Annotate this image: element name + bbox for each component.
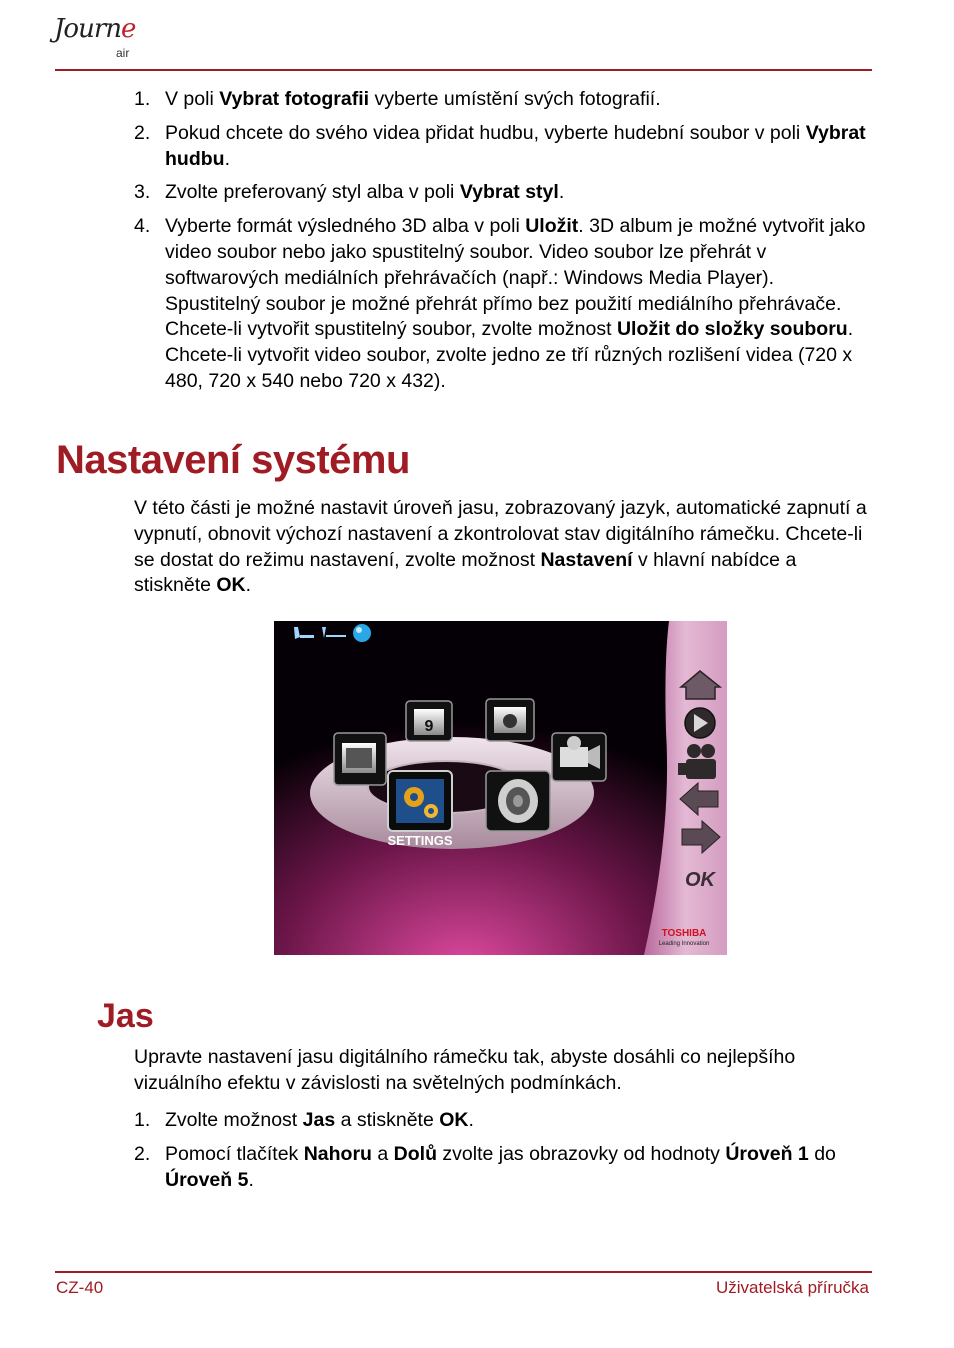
ok-icon: OK <box>685 869 715 891</box>
speaker-icon <box>486 771 550 831</box>
list-item <box>134 121 874 173</box>
header-rule <box>55 69 872 71</box>
bold-term: Úroveň 1 <box>725 1142 809 1165</box>
list-number: 4. <box>134 215 151 238</box>
page-number: CZ-40 <box>56 1278 104 1297</box>
bold-term: Vybrat hudbu <box>165 121 866 170</box>
list-item <box>134 180 874 206</box>
text-run: Upravte nastavení jasu digitálního rámečku tak, abyste dosáhli co nejlepšího vizuálního efektu v závislosti na světelných podmínkách. <box>134 1046 796 1094</box>
section-intro <box>134 496 874 599</box>
text-run: Zvolte preferovaný styl alba v poli <box>165 181 460 204</box>
bold-term: Uložit <box>525 215 579 238</box>
text-run: . <box>468 1109 474 1131</box>
list-number: 3. <box>134 181 151 204</box>
toshiba-tagline: Leading Innovation <box>658 941 710 947</box>
text-run: Pokud chcete do svého videa přidat hudbu, vyberte hudební soubor v poli <box>165 121 806 144</box>
selected-item-label: SETTINGS <box>387 833 453 848</box>
logo-script: Journe <box>54 14 136 44</box>
text-run: . Chcete-li vytvořit video soubor, zvolte jedno ze tří různých rozlišení videa (720 x 480, 720 x 540 nebo 720 x 432). <box>165 318 854 392</box>
music-photo-icon <box>486 699 534 741</box>
text-run: V této části je možné nastavit úroveň jasu, zobrazovaný jazyk, automatické zapnutí a vypnutí, obnovit výchozí nastavení a zkontrolovat stav digitálního rámečku. Chcete-li se dostat do režimu nastavení, zvolte možnost <box>134 497 867 571</box>
text-run: . <box>245 574 252 597</box>
text-run: a stiskněte <box>335 1109 440 1131</box>
photos-icon <box>334 733 386 785</box>
calendar-icon <box>406 701 452 741</box>
text-run: a <box>371 1142 394 1165</box>
bold-term: Dolů <box>393 1142 437 1165</box>
steps-list-jas <box>134 1108 874 1201</box>
list-number: 2. <box>134 1142 151 1165</box>
text-run: do <box>808 1142 836 1165</box>
bold-term: Vybrat fotografii <box>219 88 370 110</box>
text-run: Vyberte formát výsledného 3D alba v poli <box>165 215 526 238</box>
list-item <box>134 214 874 395</box>
bold-term: OK <box>439 1109 469 1131</box>
list-number: 1. <box>134 1109 151 1131</box>
list-item <box>134 87 874 113</box>
text-run: zvolte jas obrazovky od hodnoty <box>436 1142 726 1165</box>
logo-air: air <box>116 46 130 60</box>
journe-air-logo <box>52 12 142 64</box>
steps-list-album <box>134 87 874 403</box>
list-number: 1. <box>134 88 151 110</box>
play-icon <box>685 708 715 738</box>
calendar-digit: 9 <box>424 718 434 735</box>
list-item <box>134 1142 874 1194</box>
manual-title: Uživatelská příručka <box>715 1278 869 1297</box>
text-run: Zvolte možnost <box>165 1109 303 1131</box>
text-run: . <box>558 181 565 204</box>
text-run: v hlavní nabídce a stiskněte <box>134 548 797 597</box>
settings-gears-icon <box>388 771 452 831</box>
bold-term: Jas <box>302 1109 336 1131</box>
text-run: . <box>248 1168 254 1191</box>
text-run: vyberte umístění svých fotografií. <box>369 88 661 110</box>
subsection-title-jas: Jas <box>97 997 154 1035</box>
text-run: . 3D album je možné vytvořit jako video soubor nebo jako spustitelný soubor. Video soubor lze přehrát v softwarových mediálních přehrávačích (např.: Windows Media Player). Spustitelný soubor je možné přehrát přímo bez použití mediálního přehrávače. Chcete-li vytvořit spustitelný soubor, zvolte možnost <box>165 215 866 341</box>
bold-term: Vybrat styl <box>459 181 559 204</box>
section-title: Nastavení systému <box>56 438 410 482</box>
text-run: . <box>224 147 230 170</box>
bold-term: Uložit do složky souboru <box>616 318 848 341</box>
video-camera-icon <box>552 733 606 781</box>
text-run: V poli <box>165 88 220 110</box>
settings-menu-screenshot <box>274 621 727 955</box>
bold-term: Úroveň 5 <box>165 1168 249 1191</box>
list-number: 2. <box>134 121 151 144</box>
toshiba-brand: TOSHIBA <box>661 928 707 939</box>
bold-term: Nahoru <box>303 1142 372 1165</box>
jas-intro <box>134 1045 874 1097</box>
list-item <box>134 1108 874 1134</box>
bold-term: OK <box>216 574 246 597</box>
bold-term: Nastavení <box>540 548 633 571</box>
text-run: Pomocí tlačítek <box>165 1142 304 1165</box>
footer-rule <box>55 1271 872 1273</box>
